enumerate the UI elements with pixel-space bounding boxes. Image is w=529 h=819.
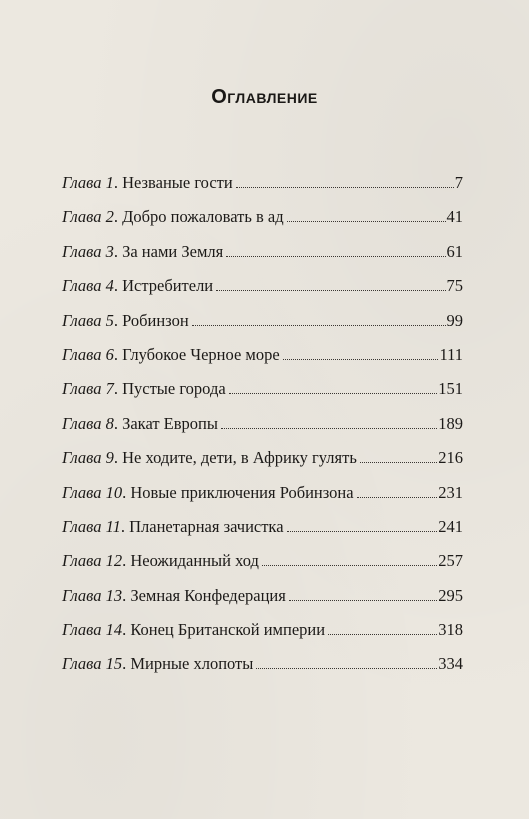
toc-entry[interactable] [62, 378, 463, 412]
page-number: 75 [446, 276, 463, 296]
dot-leader [360, 448, 437, 463]
chapter-number: Глава 4 [62, 276, 114, 296]
toc-entry-label: Глава 5. Робинзон [62, 310, 189, 330]
toc-entry[interactable] [62, 653, 463, 687]
toc-entry[interactable] [62, 619, 463, 653]
chapter-number: Глава 6 [62, 344, 114, 364]
toc-entry[interactable] [62, 310, 463, 344]
page-number: 99 [446, 310, 463, 330]
chapter-title: Истребители [122, 276, 214, 296]
dot-leader [328, 620, 437, 635]
chapter-number: Глава 12 [62, 551, 123, 571]
dot-leader [283, 345, 439, 360]
chapter-title: Незваные гости [122, 173, 233, 192]
page-number: 295 [438, 585, 463, 605]
dot-leader [256, 654, 437, 669]
toc-entry-label: Глава 12. Неожиданный ход [62, 551, 259, 571]
dot-leader [236, 173, 454, 188]
chapter-title: Неожиданный ход [130, 551, 259, 571]
chapter-number: Глава 10 [62, 482, 123, 502]
dot-leader [226, 242, 445, 257]
toc-entry[interactable] [62, 172, 463, 206]
page-number: 7 [454, 173, 463, 192]
toc-entry-label: Глава 15. Мирные хлопоты [62, 654, 254, 674]
toc-entry-label: Глава 11. Планетарная зачистка [62, 516, 284, 536]
chapter-number: Глава 1 [62, 173, 114, 192]
chapter-title: Пустые города [122, 379, 226, 399]
dot-leader [229, 379, 438, 394]
chapter-title: Конец Британской империи [130, 620, 326, 640]
chapter-number: Глава 14 [62, 620, 123, 640]
chapter-title: Мирные хлопоты [130, 654, 254, 674]
toc-entry-label: Глава 3. За нами Земля [62, 241, 224, 261]
toc-entry-label: Глава 9. Не ходите, дети, в Африку гулять [62, 448, 357, 468]
toc-entry-label: Глава 1. Незваные гости [62, 173, 233, 192]
page-number: 334 [438, 654, 463, 674]
page-number: 231 [438, 482, 463, 502]
page-number: 41 [446, 207, 463, 227]
dot-leader [289, 586, 437, 601]
page-number: 189 [438, 413, 463, 433]
chapter-number: Глава 3 [62, 241, 114, 261]
chapter-number: Глава 2 [62, 207, 114, 227]
toc-entry[interactable] [62, 482, 463, 516]
toc-entry[interactable] [62, 241, 463, 275]
chapter-number: Глава 15 [62, 654, 123, 674]
page-number: 241 [438, 516, 463, 536]
chapter-number: Глава 9 [62, 448, 114, 468]
chapter-number: Глава 7 [62, 379, 114, 399]
toc-entry-label: Глава 10. Новые приключения Робинзона [62, 482, 354, 502]
dot-leader [216, 276, 445, 291]
page-number: 216 [438, 448, 463, 468]
chapter-title: Новые приключения Робинзона [130, 482, 354, 502]
dot-leader [287, 517, 438, 532]
toc-entry[interactable] [62, 585, 463, 619]
page-number: 257 [438, 551, 463, 571]
toc-entry[interactable] [62, 206, 463, 240]
toc-entry-label: Глава 4. Истребители [62, 276, 214, 296]
chapter-number: Глава 13 [62, 585, 123, 605]
dot-leader [357, 483, 438, 498]
dot-leader [287, 207, 446, 222]
toc-entry[interactable] [62, 550, 463, 584]
chapter-title: Добро пожаловать в ад [122, 207, 284, 227]
chapter-title: Земная Конфедерация [130, 585, 286, 605]
page-number: 111 [439, 344, 463, 364]
page-title: Оглавление [211, 86, 318, 108]
toc-entry-label: Глава 8. Закат Европы [62, 413, 218, 433]
toc-entry[interactable] [62, 275, 463, 309]
chapter-title: Планетарная зачистка [129, 516, 284, 536]
toc-entry-label: Глава 2. Добро пожаловать в ад [62, 207, 284, 227]
dot-leader [221, 414, 437, 429]
chapter-number: Глава 5 [62, 310, 114, 330]
chapter-title: Глубокое Черное море [122, 344, 280, 364]
toc-entry-label: Глава 6. Глубокое Черное море [62, 344, 280, 364]
toc-entry[interactable] [62, 413, 463, 447]
chapter-title: За нами Земля [122, 241, 224, 261]
chapter-number: Глава 11 [62, 516, 121, 536]
dot-leader [262, 551, 437, 566]
toc-entry[interactable] [62, 516, 463, 550]
toc-entry[interactable] [62, 344, 463, 378]
chapter-title: Не ходите, дети, в Африку гулять [122, 448, 357, 468]
chapter-title: Робинзон [122, 310, 189, 330]
dot-leader [192, 311, 446, 326]
toc-entry-label: Глава 7. Пустые города [62, 379, 226, 399]
table-of-contents [62, 172, 463, 688]
page-number: 318 [438, 620, 463, 640]
chapter-title: Закат Европы [122, 413, 218, 433]
page-number: 151 [438, 379, 463, 399]
page-number: 61 [446, 241, 463, 261]
toc-entry-label: Глава 13. Земная Конфедерация [62, 585, 286, 605]
toc-entry[interactable] [62, 447, 463, 481]
toc-entry-label: Глава 14. Конец Британской империи [62, 620, 326, 640]
chapter-number: Глава 8 [62, 413, 114, 433]
